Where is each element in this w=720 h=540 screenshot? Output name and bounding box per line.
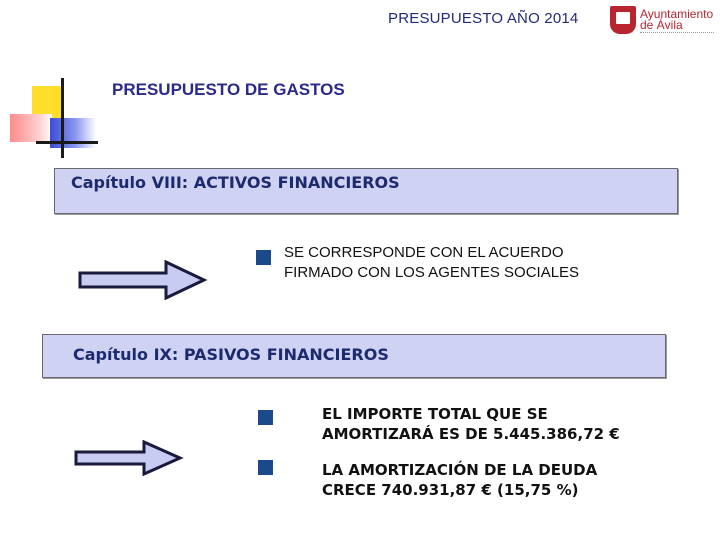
chapter-viii-title: Capítulo VIII: ACTIVOS FINANCIEROS [71, 173, 400, 192]
bullet-square-icon [256, 250, 271, 265]
chapter-ix-bullet1-line2: AMORTIZARÁ ES DE 5.445.386,72 € [322, 425, 620, 443]
right-arrow-icon [78, 260, 208, 300]
coat-of-arms-icon [610, 6, 636, 34]
logo-text-line1: Ayuntamiento [640, 7, 714, 21]
right-arrow-icon [74, 440, 184, 476]
decorative-horizontal-line [36, 141, 98, 144]
chapter-viii-bullet-text [284, 243, 684, 283]
decorative-vertical-line [61, 78, 64, 158]
bullet-square-icon [258, 410, 273, 425]
decorative-pink-block [10, 114, 52, 142]
page-header-title: PRESUPUESTO AÑO 2014 [388, 10, 579, 27]
logo-divider [640, 32, 714, 34]
chapter-viii-box [54, 168, 678, 214]
chapter-ix-bullet2-line2: CRECE 740.931,87 € (15,75 %) [322, 481, 579, 499]
chapter-viii-bullet-line1: SE CORRESPONDE CON EL ACUERDO [284, 244, 564, 261]
chapter-viii-bullet-line2: FIRMADO CON LOS AGENTES SOCIALES [284, 264, 580, 281]
logo-text-line2: de Ávila [640, 18, 683, 32]
chapter-ix-bullet1-text [322, 404, 682, 444]
chapter-ix-title: Capítulo IX: PASIVOS FINANCIEROS [73, 345, 389, 364]
chapter-ix-bullet2-line1: LA AMORTIZACIÓN DE LA DEUDA [322, 461, 598, 479]
chapter-ix-bullet1-line1: EL IMPORTE TOTAL QUE SE [322, 405, 548, 423]
bullet-square-icon [258, 460, 273, 475]
chapter-ix-box [42, 334, 666, 378]
chapter-ix-bullet2-text [322, 460, 682, 500]
ayuntamiento-logo [608, 4, 716, 36]
section-title: PRESUPUESTO DE GASTOS [112, 80, 345, 99]
